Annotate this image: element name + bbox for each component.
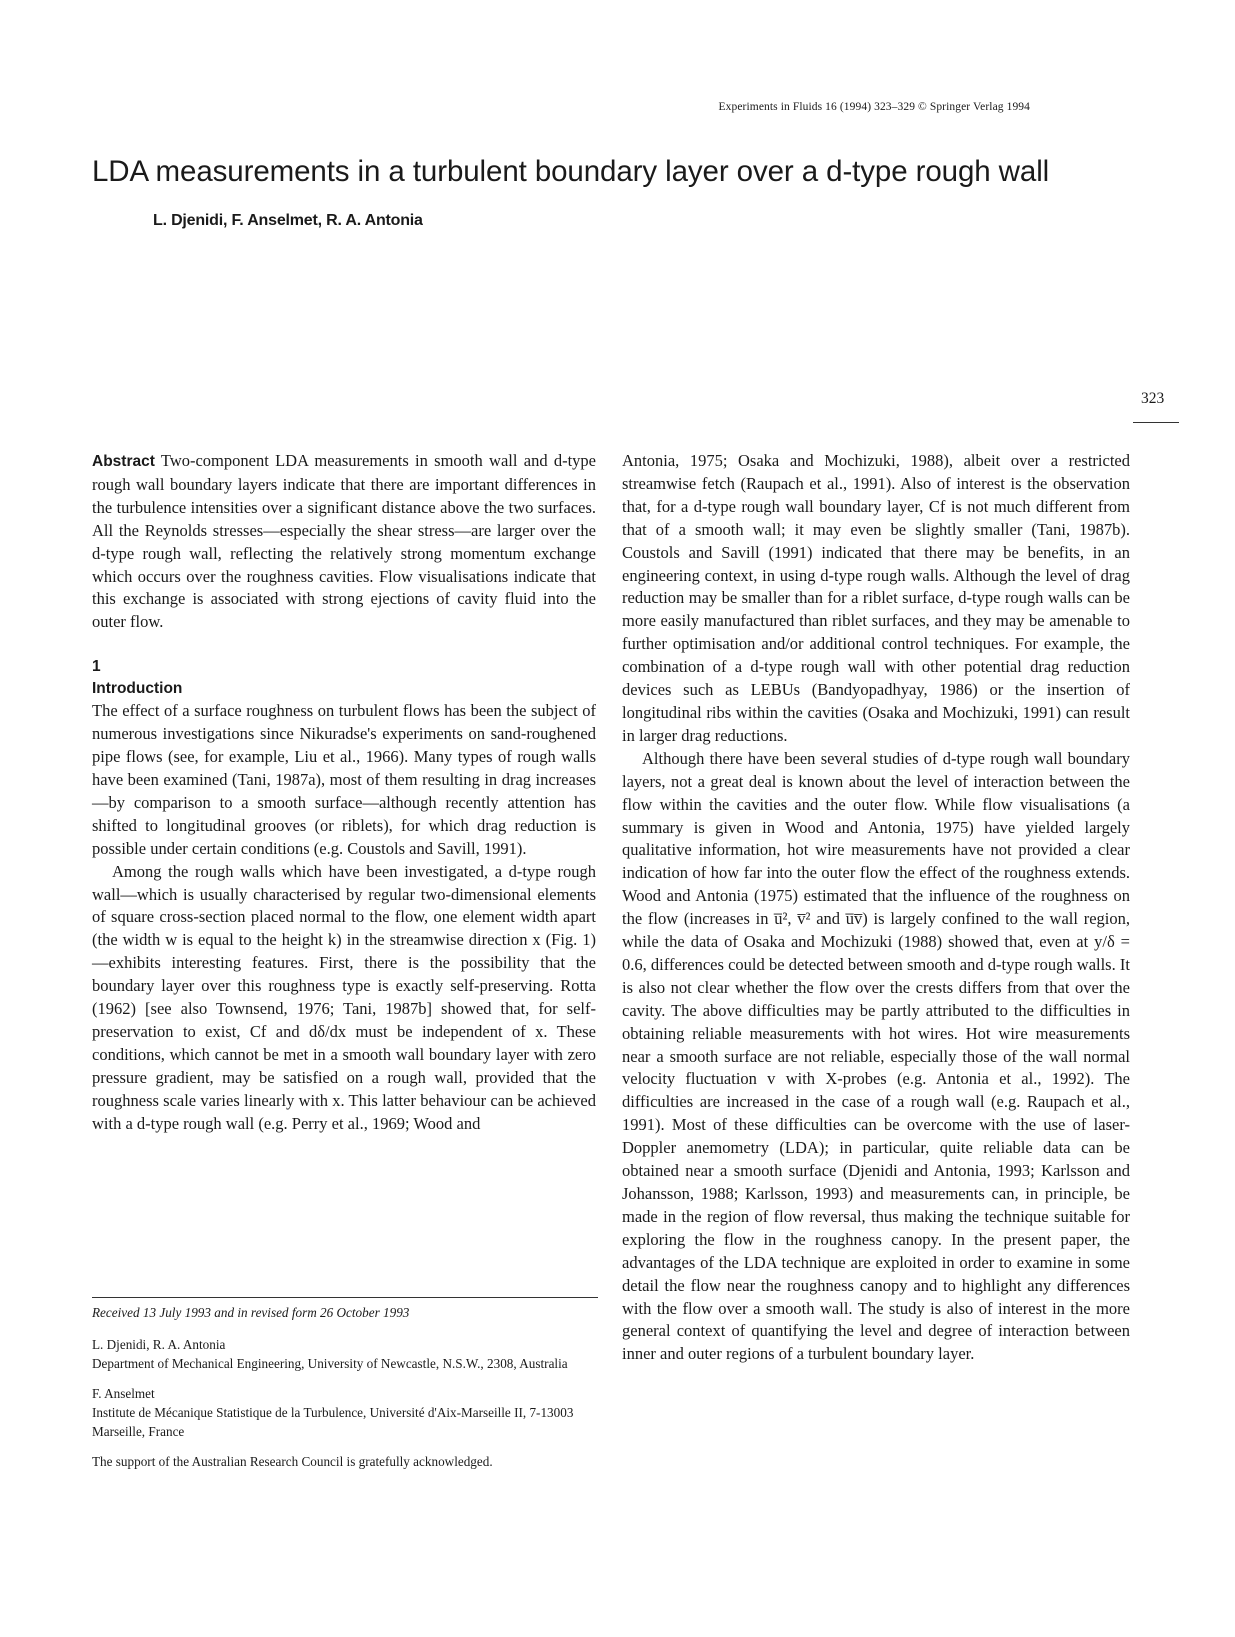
section-title: Introduction	[92, 680, 183, 698]
affiliation-names: L. Djenidi, R. A. Antonia	[92, 1337, 226, 1352]
footnotes	[92, 1303, 598, 1471]
affiliation-names: F. Anselmet	[92, 1386, 155, 1401]
left-column	[92, 450, 596, 1135]
abstract-label: Abstract	[92, 453, 155, 470]
received-date: Received 13 July 1993 and in revised form 26 October 1993	[92, 1305, 410, 1320]
intro-paragraph-1: The effect of a surface roughness on turbulent flows has been the subject of numerous investigations since Nikuradse's experiments on sand-roughened pipe flows (see, for example, Liu et al., 1966). Many types of rough walls have been examined (Tani, 1987a), most of them resulting in drag increases—by comparison to a smooth surface—although recently attention has shifted to longitudinal grooves (or riblets), for which drag reduction is possible under certain conditions (e.g. Coustols and Savill, 1991).	[92, 701, 596, 858]
author-list: L. Djenidi, F. Anselmet, R. A. Antonia	[153, 212, 423, 229]
right-column	[622, 450, 1130, 1366]
page-number-rule	[1133, 422, 1179, 423]
abstract-text: Two-component LDA measurements in smooth wall and d-type rough wall boundary layers indicate that there are important differences in the turbulence intensities over a significant distance above the two surfaces. All the Reynolds stresses—especially the shear stress—are larger over the d-type rough wall, reflecting the relatively strong momentum exchange which occurs over the roughness cavities. Flow visualisations indicate that this exchange is associated with strong ejections of cavity fluid into the outer flow.	[92, 451, 597, 632]
intro-paragraph-2: Among the rough walls which have been investigated, a d-type rough wall—which is usually characterised by regular two-dimensional elements of square cross-section placed normal to the flow, one element width apart (the width w is equal to the height k) in the streamwise direction x (Fig. 1)—exhibits interesting features. First, there is the possibility that the boundary layer over this roughness type is exactly self-preserving. Rotta (1962) [see also Townsend, 1976; Tani, 1987b] showed that, for self-preservation to exist, Cf and dδ/dx must be independent of x. These conditions, which cannot be met in a smooth wall boundary layer with zero pressure gradient, may be satisfied on a rough wall, provided that the roughness scale varies linearly with x. This latter behaviour can be achieved with a d-type rough wall (e.g. Perry et al., 1969; Wood and	[92, 861, 596, 1133]
intro-paragraph-2-continued: Antonia, 1975; Osaka and Mochizuki, 1988), albeit over a restricted streamwise fetch (Raupach et al., 1991). Also of interest is the observation that, for a d-type rough wall boundary layer, Cf is not much different from that of a smooth wall; it may even be slightly smaller (Tani, 1987b). Coustols and Savill (1991) indicated that there may be benefits, in an engineering context, in using d-type rough walls. Although the level of drag reduction may be smaller than for a riblet surface, d-type rough walls can be more easily manufactured than riblet surfaces, and they may be amenable to further optimisation and/or additional control techniques. For example, the combination of a d-type rough wall with other potential drag reduction devices such as LEBUs (Bandyopadhyay, 1986) or the insertion of longitudinal ribs within the cavities (Osaka and Mochizuki, 1991) can result in larger drag reductions.	[622, 451, 1130, 745]
footnote-rule	[92, 1297, 598, 1298]
affiliation-address: Institute de Mécanique Statistique de la Turbulence, Université d'Aix-Marseille II, 7-13003 Marseille, France	[92, 1405, 574, 1439]
section-number: 1	[92, 658, 101, 676]
intro-paragraph-3: Although there have been several studies of d-type rough wall boundary layers, not a great deal is known about the level of interaction between the flow within the cavities and the outer flow. While flow visualisations (a summary is given in Wood and Antonia, 1975) have yielded largely qualitative information, hot wire measurements have not provided a clear indication of how far into the outer flow the effect of the roughness extends. Wood and Antonia (1975) estimated that the influence of the roughness on the flow (increases in u̅², v̅² and u̅v̅) is largely confined to the wall region, while the data of Osaka and Mochizuki (1988) showed that, even at y/δ = 0.6, differences could be detected between smooth and d-type rough walls. It is also not clear whether the flow over the crests differs from that over the cavity. The above difficulties may be partly attributed to the difficulties in obtaining reliable measurements with hot wires. Hot wire measurements near a smooth surface are not reliable, especially those of the wall normal velocity fluctuation v with X-probes (e.g. Antonia et al., 1992). The difficulties are increased in the case of a rough wall (e.g. Raupach et al., 1991). Most of these difficulties can be overcome with the use of laser-Doppler anemometry (LDA); in particular, quite reliable data can be obtained near a smooth surface (Djenidi and Antonia, 1993; Karlsson and Johansson, 1988; Karlsson, 1993) and measurements can, in principle, be made in the region of flow reversal, thus making the technique suitable for exploring the flow in the roughness canopy. In the present paper, the advantages of the LDA technique are exploited in order to examine in some detail the flow near the roughness canopy and to highlight any differences with the flow over a smooth wall. The study is also of interest in the more general context of quantifying the level and degree of interaction between inner and outer regions of a turbulent boundary layer.	[622, 748, 1130, 1364]
paper-title: LDA measurements in a turbulent boundary layer over a d-type rough wall	[92, 155, 1050, 188]
affiliation-address: Department of Mechanical Engineering, University of Newcastle, N.S.W., 2308, Australia	[92, 1356, 568, 1371]
acknowledgment: The support of the Australian Research Council is gratefully acknowledged.	[92, 1454, 493, 1469]
abstract-paragraph	[92, 450, 596, 634]
page-number: 323	[1141, 390, 1165, 407]
journal-citation: Experiments in Fluids 16 (1994) 323–329 © Springer Verlag 1994	[718, 101, 1030, 113]
